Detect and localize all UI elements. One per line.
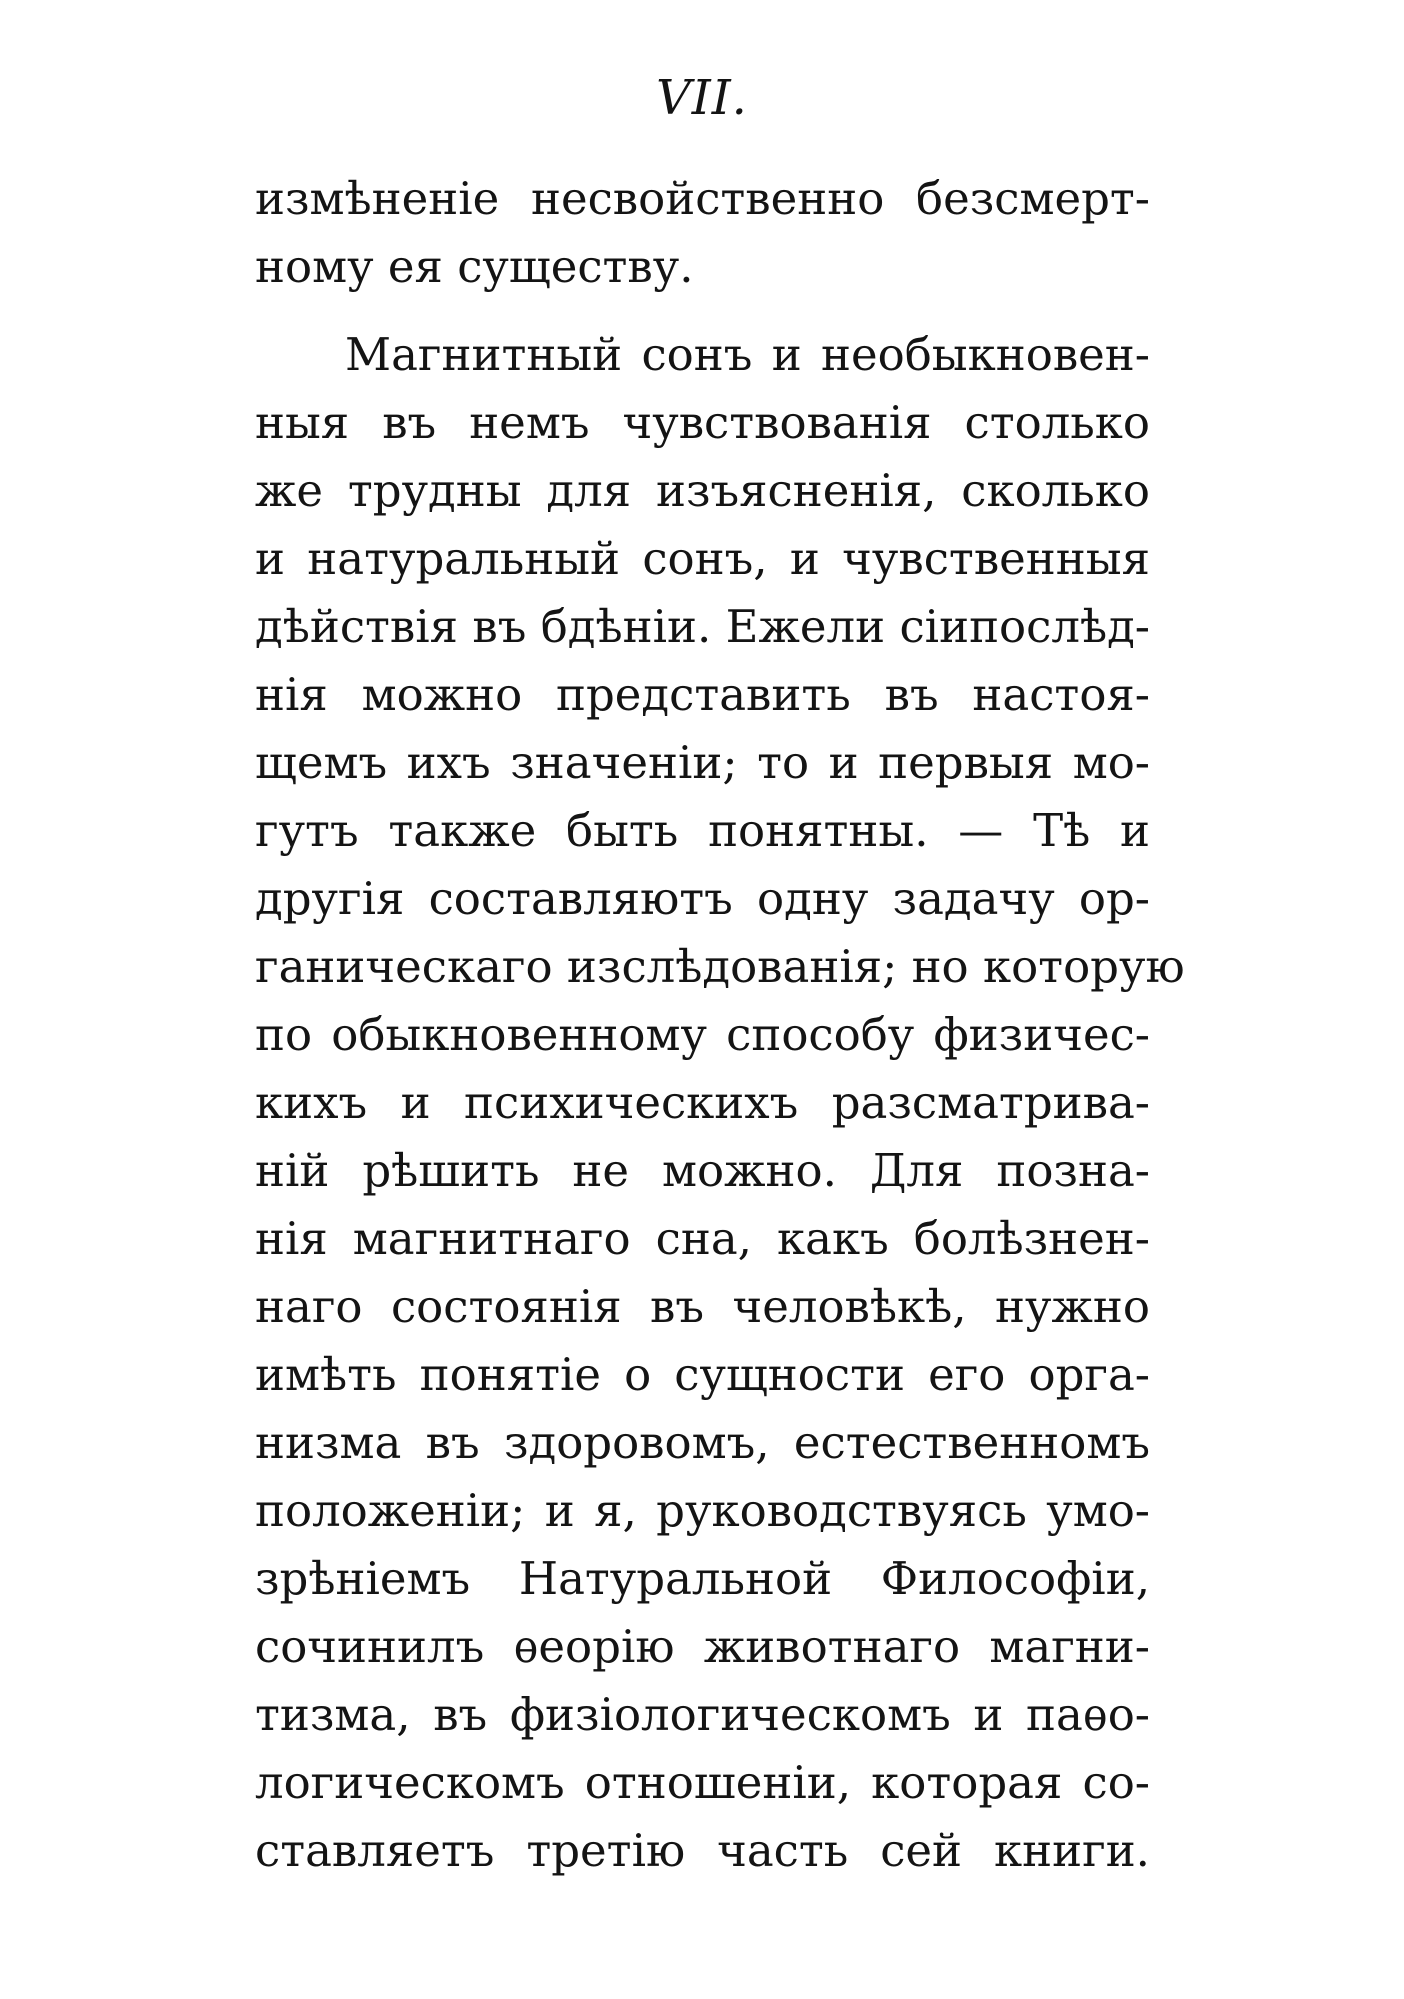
- text-line: и натуральный сонъ, и чувственныя: [255, 532, 1150, 585]
- text-line: имѣть понятiе о сущности его орга-: [255, 1348, 1150, 1401]
- text-line: низма въ здоровомъ, естественномъ: [255, 1416, 1150, 1469]
- text-line: положенiи; и я, руководствуясь умо-: [255, 1484, 1150, 1537]
- text-line: логическомъ отношенiи, которая со-: [255, 1756, 1150, 1809]
- text-line: гутъ также быть понятны. — Тѣ и: [255, 804, 1150, 857]
- text-line: кихъ и психическихъ разсматрива-: [255, 1076, 1150, 1129]
- text-line: нiя магнитнаго сна, какъ болѣзнен-: [255, 1212, 1150, 1265]
- paragraph-2: [255, 321, 1185, 1885]
- text-line: другiя составляютъ одну задачу ор-: [255, 872, 1150, 925]
- text-line: по обыкновенному способу физичес-: [255, 1008, 1150, 1061]
- page-number: VII.: [656, 70, 748, 126]
- text-line: нiя можно представить въ настоя-: [255, 668, 1150, 721]
- text-line: Магнитный сонъ и необыкновен-: [345, 328, 1150, 381]
- text-line: измѣненiе несвойственно безсмерт-: [255, 172, 1150, 225]
- text-line: тизма, въ физiологическомъ и паѳо-: [255, 1688, 1150, 1741]
- text-line: ному ея существу.: [255, 240, 694, 293]
- text-line: наго состоянiя въ человѣкѣ, нужно: [255, 1280, 1150, 1333]
- text-line: ныя въ немъ чувствованiя столько: [255, 396, 1150, 449]
- text-line: ставляетъ третiю часть сей книги.: [255, 1824, 1150, 1877]
- text-line: ганическаго изслѣдованiя; но которую: [255, 940, 1185, 993]
- text-line: зрѣнiемъ Натуральной Философiи,: [255, 1552, 1150, 1605]
- text-line: дѣйствiя въ бдѣнiи. Ежели сiипослѣд-: [255, 600, 1150, 653]
- text-line: щемъ ихъ значенiи; то и первыя мо-: [255, 736, 1150, 789]
- paragraph-1: [255, 165, 1150, 301]
- body-text: [255, 165, 1185, 1885]
- text-line: сочинилъ ѳеорiю животнаго магни-: [255, 1620, 1150, 1673]
- text-line: нiй рѣшить не можно. Для позна-: [255, 1144, 1150, 1197]
- text-line: же трудны для изъясненiя, сколько: [255, 464, 1150, 517]
